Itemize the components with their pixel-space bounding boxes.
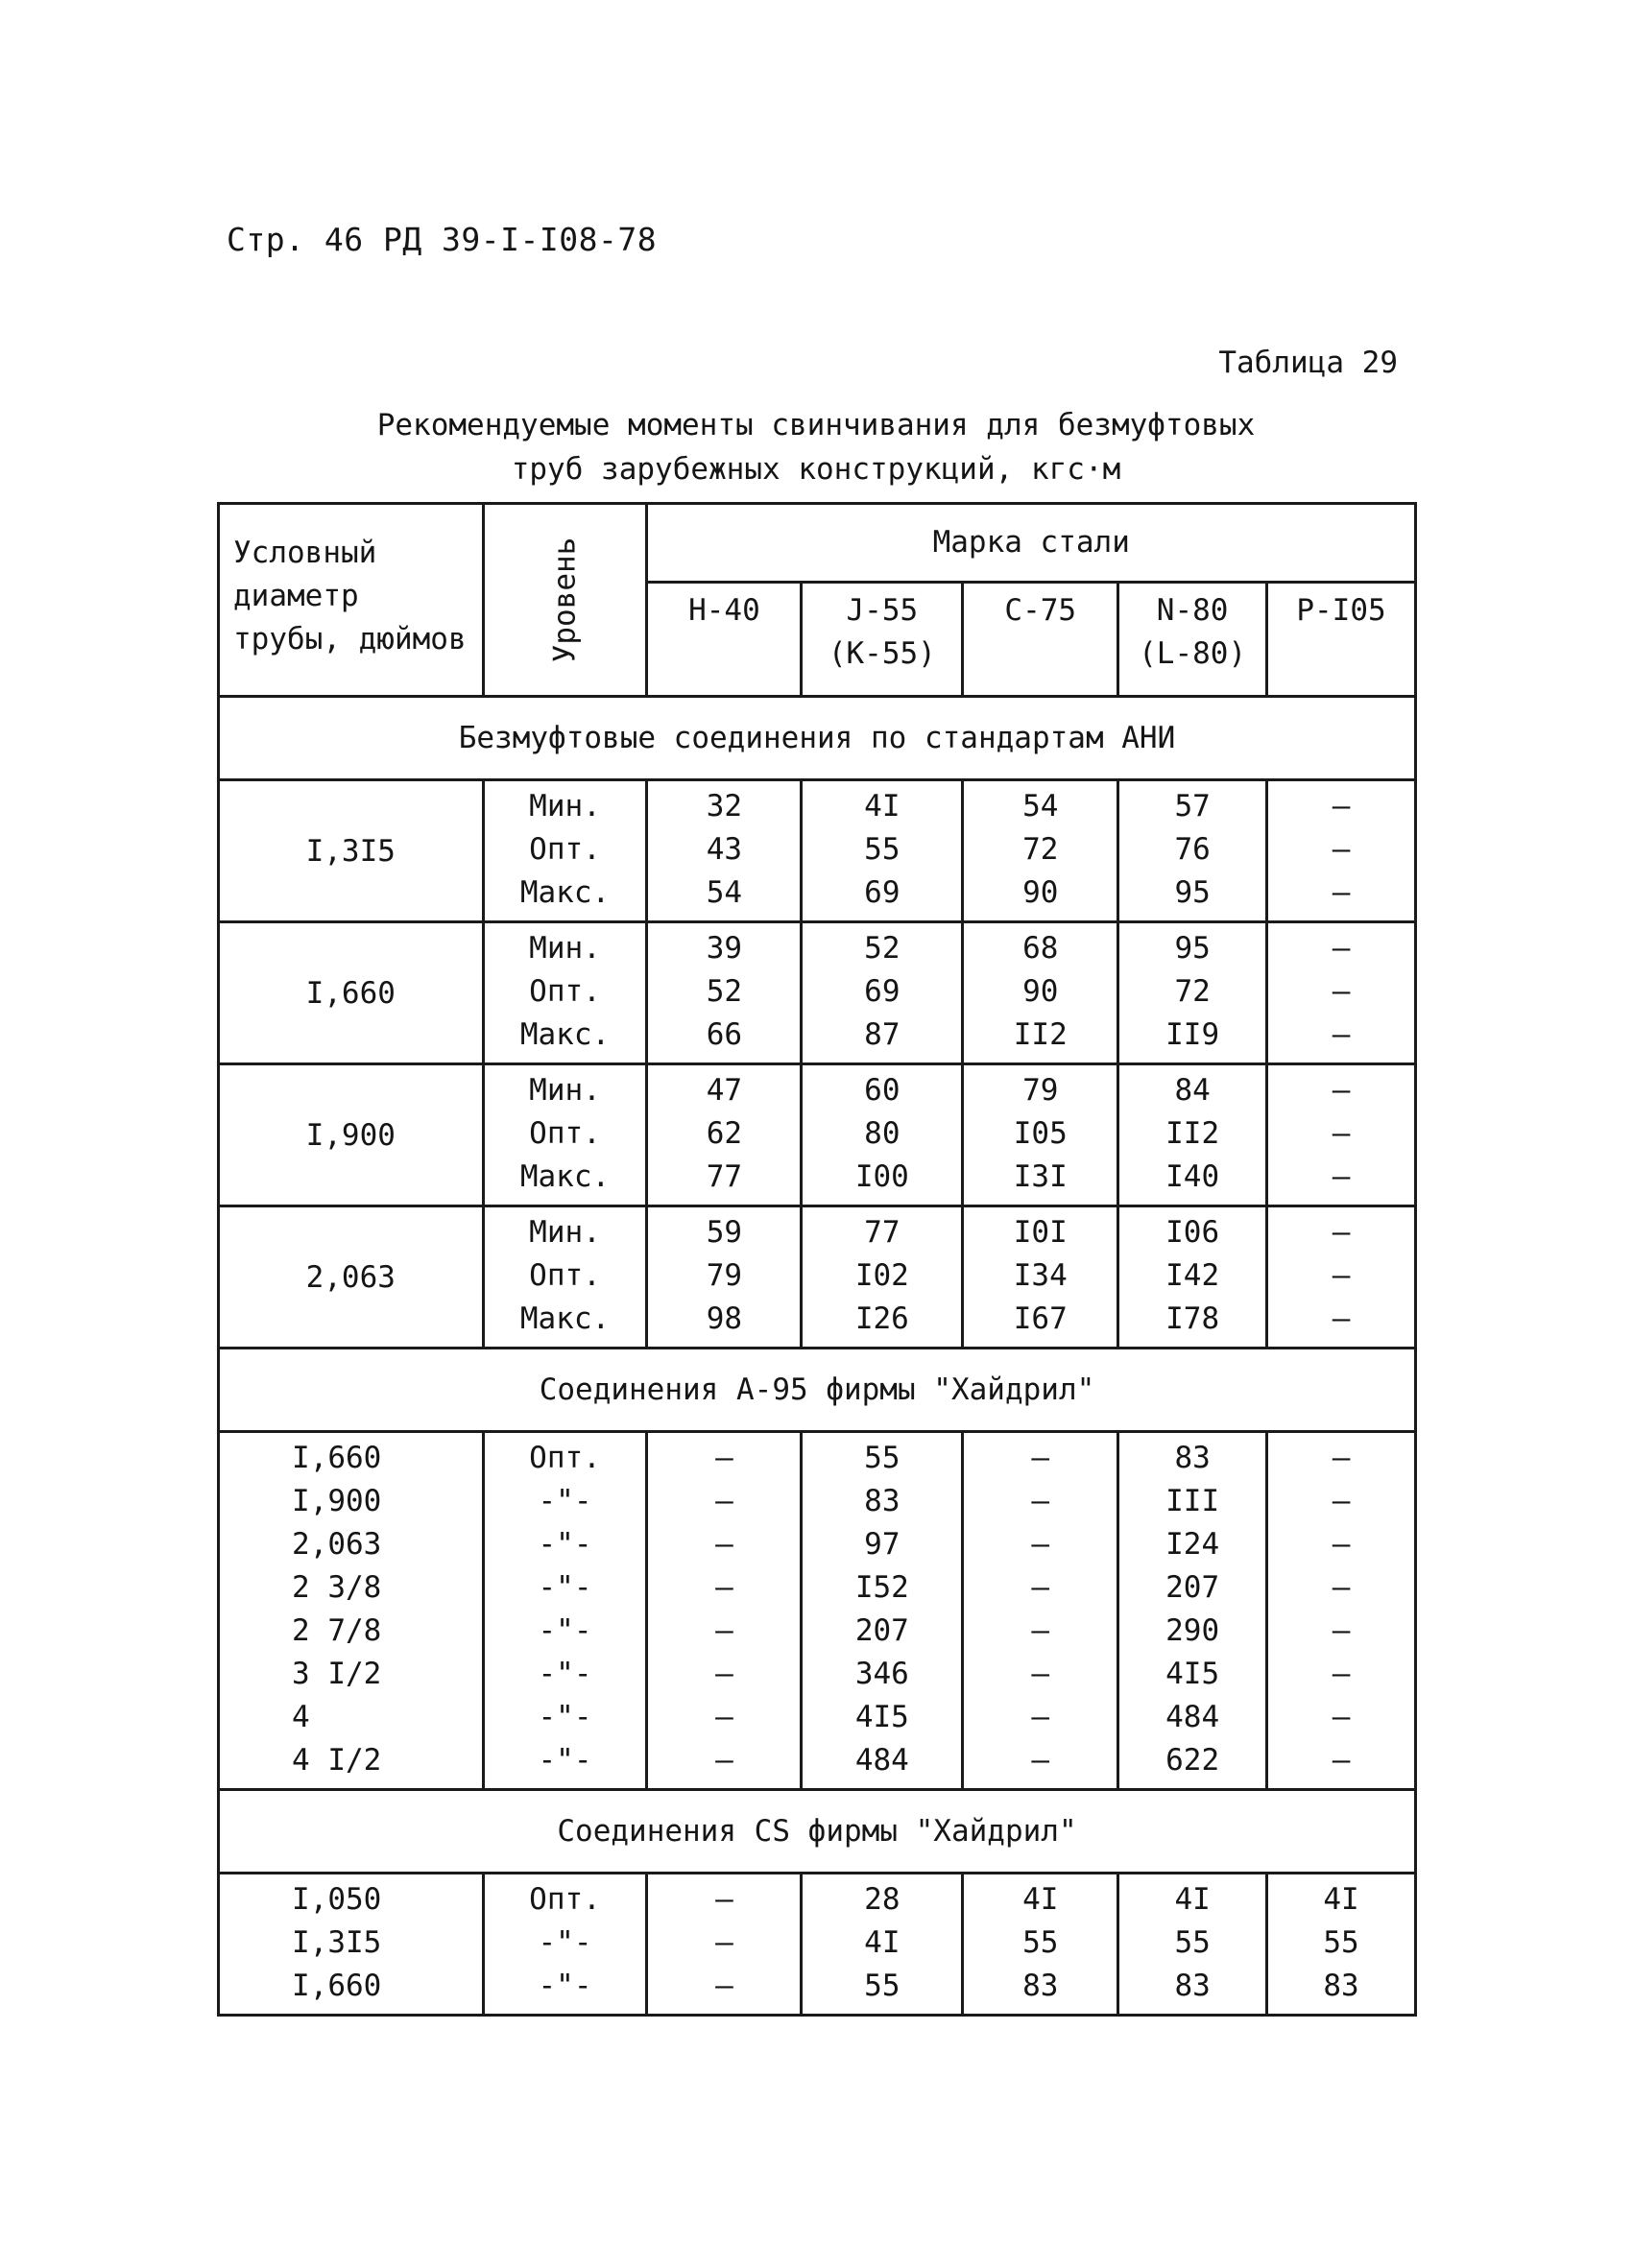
- level-cell: [483, 780, 647, 922]
- cell-value: II9: [1165, 1017, 1220, 1052]
- grade-label: P-I05: [1296, 592, 1386, 628]
- cell-value: 2 7/8: [292, 1613, 382, 1648]
- cell-value: –: [1332, 1441, 1351, 1475]
- value-cell: [647, 1432, 802, 1790]
- cell-value: 47: [706, 1073, 743, 1108]
- cell-value: 207: [1165, 1570, 1220, 1605]
- value-cell: [802, 1874, 963, 2016]
- cell-value: I,660: [292, 1441, 382, 1475]
- caption-line: Рекомендуемые моменты свинчивания для безмуфтовых: [376, 408, 1256, 442]
- cell-value: 68: [1022, 931, 1059, 966]
- cell-value: 4I: [1174, 1882, 1211, 1917]
- cell-value: 79: [1022, 1073, 1059, 1108]
- level-cell: [483, 1432, 647, 1790]
- cell-value: –: [715, 1925, 733, 1960]
- cell-value: I52: [854, 1570, 909, 1605]
- cell-value: –: [715, 1969, 733, 2003]
- grade-c75: [963, 582, 1118, 696]
- value-cell: [1118, 922, 1267, 1064]
- cell-value: 55: [1022, 1925, 1059, 1960]
- grade-n80: [1118, 582, 1267, 696]
- grade-label: H-40: [688, 592, 760, 628]
- section-row: [219, 1790, 1416, 1874]
- value-cell: [1267, 1206, 1416, 1349]
- cell-value: –: [1332, 1484, 1351, 1518]
- cell-value: 2,063: [292, 1527, 382, 1562]
- cell-value: I,3I5: [292, 1925, 382, 1960]
- cell-value: I24: [1165, 1527, 1220, 1562]
- cell-value: 83: [1174, 1441, 1211, 1475]
- diameter-header-line: диаметр: [233, 579, 359, 613]
- section-cs-body: [219, 1874, 1416, 2016]
- level-header-text: Уровень: [547, 537, 583, 663]
- cell-value: 32: [706, 789, 743, 824]
- cell-value: 55: [1174, 1925, 1211, 1960]
- cell-value: –: [1332, 1073, 1351, 1108]
- cell-value: 4I: [1323, 1882, 1359, 1917]
- cell-value: –: [1332, 1258, 1351, 1293]
- value-cell: [963, 1874, 1118, 2016]
- cell-value: -"-: [538, 1527, 592, 1562]
- steel-grade-header: Марка стали: [647, 504, 1416, 583]
- cell-value: –: [1332, 1570, 1351, 1605]
- cell-value: I,660: [292, 1969, 382, 2003]
- table-row: [219, 1206, 1416, 1349]
- cell-value: Опт.: [529, 974, 601, 1009]
- cell-value: 39: [706, 931, 743, 966]
- cell-value: 290: [1165, 1613, 1220, 1648]
- cell-value: -"-: [538, 1657, 592, 1691]
- cell-value: Опт.: [529, 1258, 601, 1293]
- cell-value: –: [1332, 1159, 1351, 1194]
- value-cell: [802, 922, 963, 1064]
- value-cell: [647, 922, 802, 1064]
- cell-value: II2: [1013, 1017, 1068, 1052]
- cell-value: –: [715, 1441, 733, 1475]
- cell-value: –: [1332, 1301, 1351, 1336]
- cell-value: –: [1031, 1657, 1050, 1691]
- cell-value: –: [1031, 1700, 1050, 1734]
- table-row: [219, 780, 1416, 922]
- cell-value: Опт.: [529, 1882, 601, 1917]
- cell-value: –: [715, 1570, 733, 1605]
- cell-value: Опт.: [529, 832, 601, 867]
- table-caption: [216, 403, 1416, 491]
- cell-value: 83: [1022, 1969, 1059, 2003]
- torque-table: [217, 502, 1417, 2017]
- cell-value: 55: [1323, 1925, 1359, 1960]
- section-a95-body: [219, 1432, 1416, 1790]
- cell-value: 207: [854, 1613, 909, 1648]
- grade-h40: [647, 582, 802, 696]
- diameter-cell: I,3I5: [219, 780, 484, 922]
- cell-value: 87: [864, 1017, 901, 1052]
- value-cell: [1267, 1874, 1416, 2016]
- cell-value: –: [1031, 1484, 1050, 1518]
- cell-value: 55: [864, 1969, 901, 2003]
- diameter-cell: 2,063: [219, 1206, 484, 1349]
- cell-value: 95: [1174, 931, 1211, 966]
- grade-p105: [1267, 582, 1416, 696]
- cell-value: -"-: [538, 1743, 592, 1778]
- cell-value: -"-: [538, 1613, 592, 1648]
- cell-value: Мин.: [529, 1073, 601, 1108]
- cell-value: 69: [864, 974, 901, 1009]
- grade-label: (K-55): [828, 635, 936, 671]
- cell-value: –: [1332, 931, 1351, 966]
- grade-label: N-80: [1156, 592, 1229, 628]
- cell-value: –: [1332, 789, 1351, 824]
- diameter-header: [219, 504, 484, 697]
- header-row: [219, 504, 1416, 583]
- section-title-a95: Соединения А-95 фирмы "Хайдрил": [219, 1349, 1416, 1432]
- cell-value: –: [1031, 1613, 1050, 1648]
- cell-value: –: [1031, 1441, 1050, 1475]
- cell-value: 77: [706, 1159, 743, 1194]
- cell-value: I,900: [292, 1484, 382, 1518]
- cell-value: Мин.: [529, 789, 601, 824]
- cell-value: –: [715, 1527, 733, 1562]
- value-cell: [647, 1064, 802, 1206]
- cell-value: 60: [864, 1073, 901, 1108]
- cell-value: 98: [706, 1301, 743, 1336]
- cell-value: 43: [706, 832, 743, 867]
- diameter-cell: I,660: [219, 922, 484, 1064]
- diameter-header-line: Условный: [233, 536, 377, 570]
- cell-value: I,050: [292, 1882, 382, 1917]
- cell-value: 76: [1174, 832, 1211, 867]
- cell-value: –: [1332, 1017, 1351, 1052]
- cell-value: 83: [1323, 1969, 1359, 2003]
- value-cell: [802, 1432, 963, 1790]
- cell-value: 69: [864, 875, 901, 910]
- cell-value: 346: [854, 1657, 909, 1691]
- cell-value: 4I5: [1165, 1657, 1220, 1691]
- cell-value: I05: [1013, 1116, 1068, 1151]
- cell-value: 2 3/8: [292, 1570, 382, 1605]
- cell-value: 90: [1022, 974, 1059, 1009]
- cell-value: 4 I/2: [292, 1743, 382, 1778]
- cell-value: I0I: [1013, 1215, 1068, 1250]
- cell-value: –: [715, 1484, 733, 1518]
- diameter-cell: I,900: [219, 1064, 484, 1206]
- cell-value: –: [715, 1613, 733, 1648]
- cell-value: I67: [1013, 1301, 1068, 1336]
- cell-value: -"-: [538, 1700, 592, 1734]
- cell-value: 4I5: [854, 1700, 909, 1734]
- cell-value: I34: [1013, 1258, 1068, 1293]
- cell-value: –: [1332, 1613, 1351, 1648]
- value-cell: [647, 1206, 802, 1349]
- cell-value: –: [715, 1700, 733, 1734]
- diameter-cell: [219, 1432, 484, 1790]
- level-cell: [483, 1874, 647, 2016]
- cell-value: I3I: [1013, 1159, 1068, 1194]
- cell-value: Макс.: [519, 875, 611, 910]
- table-number: Таблица 29: [1218, 346, 1398, 380]
- value-cell: [963, 1432, 1118, 1790]
- cell-value: 59: [706, 1215, 743, 1250]
- cell-value: 28: [864, 1882, 901, 1917]
- cell-value: I40: [1165, 1159, 1220, 1194]
- section-api-body: [219, 780, 1416, 1349]
- grade-label: J-55: [846, 592, 919, 628]
- grade-j55: [802, 582, 963, 696]
- cell-value: 83: [1174, 1969, 1211, 2003]
- level-header: [483, 504, 647, 697]
- value-cell: [1118, 1064, 1267, 1206]
- section-title-api: Безмуфтовые соединения по стандартам АНИ: [219, 697, 1416, 780]
- cell-value: –: [1332, 1215, 1351, 1250]
- cell-value: 72: [1174, 974, 1211, 1009]
- value-cell: [963, 780, 1118, 922]
- cell-value: Мин.: [529, 931, 601, 966]
- cell-value: Макс.: [519, 1017, 611, 1052]
- diameter-header-line: трубы, дюймов: [233, 622, 467, 657]
- cell-value: –: [1332, 875, 1351, 910]
- value-cell: [1267, 1064, 1416, 1206]
- cell-value: –: [1332, 1657, 1351, 1691]
- cell-value: 90: [1022, 875, 1059, 910]
- cell-value: –: [1332, 1527, 1351, 1562]
- page-header: Стр. 46 РД 39-I-I08-78: [227, 221, 658, 258]
- cell-value: 79: [706, 1258, 743, 1293]
- value-cell: [1267, 780, 1416, 922]
- cell-value: 54: [706, 875, 743, 910]
- section-title-cs: Соединения CS фирмы "Хайдрил": [219, 1790, 1416, 1874]
- value-cell: [1118, 1874, 1267, 2016]
- value-cell: [1118, 780, 1267, 922]
- value-cell: [963, 922, 1118, 1064]
- cell-value: III: [1165, 1484, 1220, 1518]
- cell-value: 77: [864, 1215, 901, 1250]
- cell-value: 83: [864, 1484, 901, 1518]
- cell-value: 84: [1174, 1073, 1211, 1108]
- cell-value: 52: [706, 974, 743, 1009]
- table-row: [219, 1874, 1416, 2016]
- level-cell: [483, 1064, 647, 1206]
- cell-value: 622: [1165, 1743, 1220, 1778]
- cell-value: 80: [864, 1116, 901, 1151]
- level-cell: [483, 922, 647, 1064]
- value-cell: [647, 780, 802, 922]
- cell-value: 97: [864, 1527, 901, 1562]
- cell-value: I42: [1165, 1258, 1220, 1293]
- cell-value: –: [1031, 1743, 1050, 1778]
- cell-value: -"-: [538, 1969, 592, 2003]
- grade-label: (L-80): [1139, 635, 1247, 671]
- value-cell: [1118, 1206, 1267, 1349]
- value-cell: [802, 1064, 963, 1206]
- cell-value: Мин.: [529, 1215, 601, 1250]
- cell-value: I02: [854, 1258, 909, 1293]
- level-cell: [483, 1206, 647, 1349]
- cell-value: 4I: [1022, 1882, 1059, 1917]
- cell-value: 4I: [864, 789, 901, 824]
- cell-value: –: [715, 1657, 733, 1691]
- section-row: [219, 697, 1416, 780]
- cell-value: –: [1031, 1570, 1050, 1605]
- cell-value: I26: [854, 1301, 909, 1336]
- table-row: [219, 922, 1416, 1064]
- cell-value: Макс.: [519, 1301, 611, 1336]
- cell-value: 72: [1022, 832, 1059, 867]
- cell-value: 62: [706, 1116, 743, 1151]
- section-row: [219, 1349, 1416, 1432]
- cell-value: 4I: [864, 1925, 901, 1960]
- value-cell: [1267, 922, 1416, 1064]
- diameter-cell: [219, 1874, 484, 2016]
- value-cell: [647, 1874, 802, 2016]
- cell-value: 54: [1022, 789, 1059, 824]
- cell-value: II2: [1165, 1116, 1220, 1151]
- cell-value: I00: [854, 1159, 909, 1194]
- value-cell: [802, 780, 963, 922]
- cell-value: –: [1332, 832, 1351, 867]
- value-cell: [963, 1064, 1118, 1206]
- cell-value: 55: [864, 1441, 901, 1475]
- cell-value: 95: [1174, 875, 1211, 910]
- cell-value: –: [1031, 1527, 1050, 1562]
- value-cell: [802, 1206, 963, 1349]
- cell-value: -"-: [538, 1570, 592, 1605]
- cell-value: –: [1332, 1116, 1351, 1151]
- cell-value: 3 I/2: [292, 1657, 382, 1691]
- cell-value: 55: [864, 832, 901, 867]
- cell-value: –: [1332, 1700, 1351, 1734]
- value-cell: [1118, 1432, 1267, 1790]
- value-cell: [1267, 1432, 1416, 1790]
- cell-value: –: [715, 1743, 733, 1778]
- cell-value: Опт.: [529, 1441, 601, 1475]
- cell-value: –: [1332, 974, 1351, 1009]
- cell-value: 57: [1174, 789, 1211, 824]
- cell-value: Макс.: [519, 1159, 611, 1194]
- cell-value: –: [715, 1882, 733, 1917]
- cell-value: -"-: [538, 1484, 592, 1518]
- cell-value: 52: [864, 931, 901, 966]
- table-row: [219, 1064, 1416, 1206]
- cell-value: Опт.: [529, 1116, 601, 1151]
- cell-value: -"-: [538, 1925, 592, 1960]
- cell-value: 66: [706, 1017, 743, 1052]
- grade-label: C-75: [1004, 592, 1077, 628]
- cell-value: 484: [854, 1743, 909, 1778]
- caption-line: труб зарубежных конструкций, кгс·м: [511, 452, 1121, 487]
- value-cell: [963, 1206, 1118, 1349]
- cell-value: –: [1332, 1743, 1351, 1778]
- cell-value: I06: [1165, 1215, 1220, 1250]
- cell-value: 484: [1165, 1700, 1220, 1734]
- cell-value: I78: [1165, 1301, 1220, 1336]
- table-row: [219, 1432, 1416, 1790]
- cell-value: 4: [292, 1700, 310, 1734]
